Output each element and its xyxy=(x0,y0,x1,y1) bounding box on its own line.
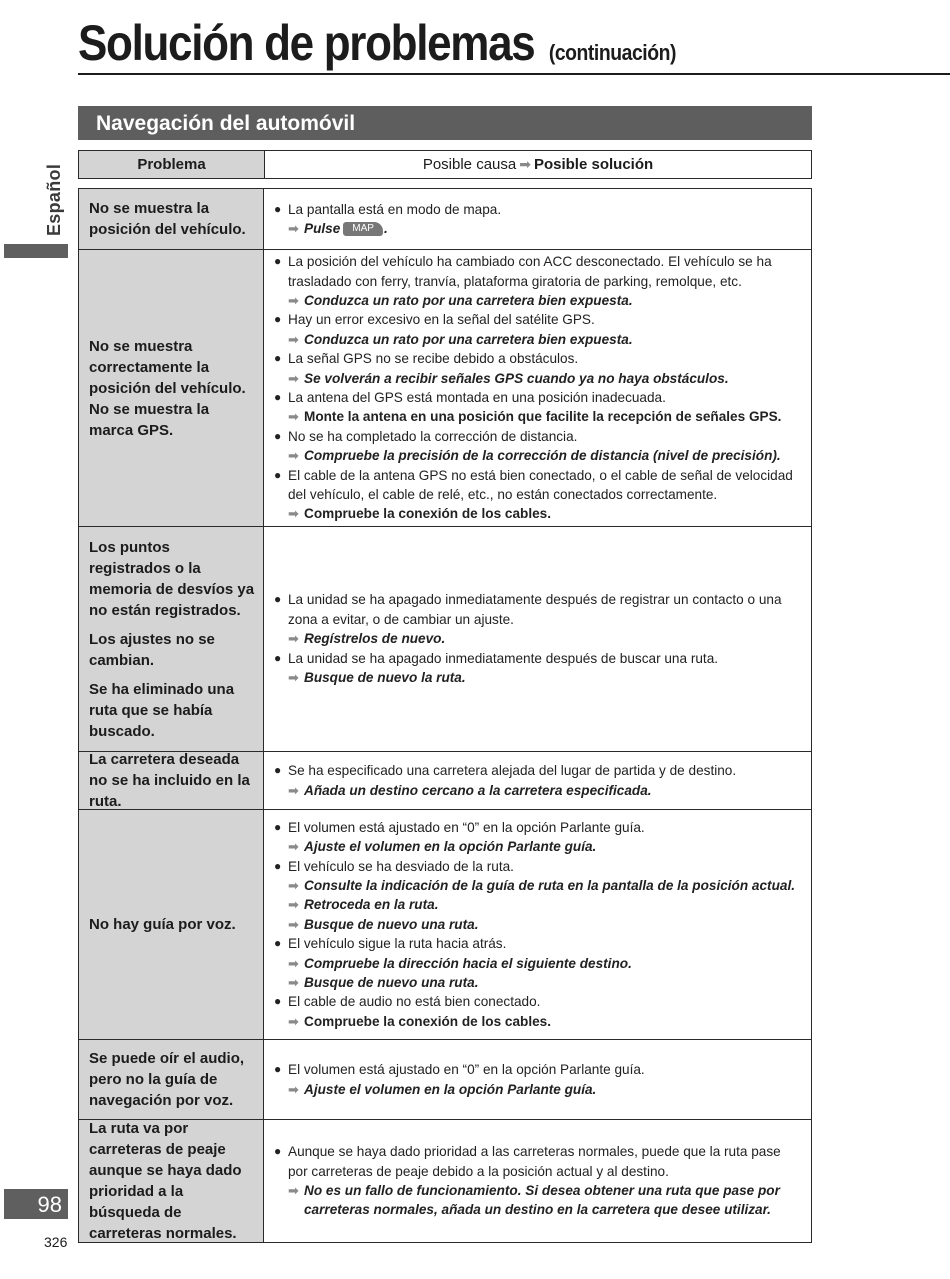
cause-text: El volumen está ajustado en “0” en la opción Parlante guía. xyxy=(288,1062,645,1078)
solution-line xyxy=(274,973,799,992)
solution-text: Consulte la indicación de la guía de ruta en la pantalla de la posición actual. xyxy=(304,877,796,893)
cause-text: La antena del GPS está montada en una posición inadecuada. xyxy=(288,390,666,405)
causes-cell xyxy=(264,527,811,751)
causes-cell xyxy=(264,250,811,526)
solution-line xyxy=(274,1012,799,1031)
bullet-icon: ● xyxy=(274,994,282,1009)
arrow-right-icon: ➡ xyxy=(288,448,299,464)
solution-line xyxy=(274,668,799,687)
bullet-icon: ● xyxy=(274,351,282,366)
solution-text: Busque de nuevo la ruta. xyxy=(304,670,466,686)
problem-column-header: Problema xyxy=(79,151,265,178)
solution-text: Monte la antena en una posición que facilite la recepción de señales GPS. xyxy=(304,409,782,425)
problem-text: No se muestra correctamente la posición del vehículo. No se muestra la marca GPS. xyxy=(89,337,246,439)
cause-label: Posible causa xyxy=(422,156,517,173)
cause-text: Hay un error excesivo en la señal del satélite GPS. xyxy=(288,312,595,328)
bullet-icon: ● xyxy=(274,819,282,834)
cause-text: El vehículo se ha desviado de la ruta. xyxy=(288,858,514,874)
cause-item xyxy=(274,200,799,219)
arrow-right-icon: ➡ xyxy=(288,877,299,893)
solution-label: Posible solución xyxy=(533,156,654,173)
cause-text: La señal GPS no se recibe debido a obstáculos. xyxy=(288,351,579,367)
solution-line xyxy=(274,629,799,648)
cause-text: El volumen está ajustado en “0” en la opción Parlante guía. xyxy=(288,819,645,835)
bullet-icon: ● xyxy=(274,592,282,607)
table-row xyxy=(79,809,811,1039)
problem-text: Los puntos registrados o la memoria de desvíos ya no están registrados. xyxy=(89,538,255,619)
problem-cell xyxy=(79,189,264,249)
arrow-right-icon: ➡ xyxy=(288,975,299,991)
arrow-right-icon: ➡ xyxy=(288,506,299,522)
cause-text: El cable de la antena GPS no está bien conectado, o el cable de señal de velocidad del vehículo, el cable de relé, etc., no están conectados correctamente. xyxy=(288,467,793,503)
cause-text: La posición del vehículo ha cambiado con ACC desconectado. El vehículo se ha trasladado con ferry, tranvía, plataforma giratoria de parking, remolque, etc. xyxy=(288,254,772,289)
arrow-right-icon: ➡ xyxy=(288,221,299,236)
arrow-right-icon: ➡ xyxy=(519,156,531,172)
table-row xyxy=(79,526,811,751)
solution-text: Pulse xyxy=(304,221,341,236)
cause-item xyxy=(274,1142,799,1181)
bullet-icon: ● xyxy=(274,1144,282,1159)
solution-line xyxy=(274,781,799,800)
cause-item xyxy=(274,818,799,837)
cause-item xyxy=(274,252,799,291)
solution-line xyxy=(274,330,799,349)
problem-text: La ruta va por carreteras de peaje aunque se haya dado prioridad a la búsqueda de carreteras normales. xyxy=(89,1120,242,1242)
problem-cell xyxy=(79,810,264,1039)
solution-line xyxy=(274,895,799,914)
causes-cell xyxy=(264,810,811,1039)
problem-cell xyxy=(79,1120,264,1242)
solution-line xyxy=(274,219,799,238)
table-row xyxy=(79,1119,811,1242)
solution-line xyxy=(274,504,799,523)
cause-text: El vehículo sigue la ruta hacia atrás. xyxy=(288,936,507,952)
arrow-right-icon: ➡ xyxy=(288,916,299,932)
bullet-icon: ● xyxy=(274,858,282,873)
arrow-right-icon: ➡ xyxy=(288,631,299,647)
arrow-right-icon: ➡ xyxy=(288,1081,299,1097)
page-number: 98 xyxy=(4,1189,68,1219)
cause-text: Aunque se haya dado prioridad a las carreteras normales, puede que la ruta pase por carreteras de peaje debido a la posición actual y al destino. xyxy=(288,1144,781,1179)
solution-line xyxy=(274,446,799,465)
solution-line xyxy=(274,291,799,310)
bullet-icon: ● xyxy=(274,390,282,404)
solution-text: Compruebe la conexión de los cables. xyxy=(304,1013,552,1029)
causes-cell xyxy=(264,752,811,809)
arrow-right-icon: ➡ xyxy=(288,1013,299,1029)
causes-cell xyxy=(264,1040,811,1119)
bullet-icon: ● xyxy=(274,650,282,665)
cause-item xyxy=(274,761,799,780)
solution-text: Busque de nuevo una ruta. xyxy=(304,975,479,991)
troubleshooting-table xyxy=(78,188,812,1243)
language-tab: Español xyxy=(44,163,64,236)
bullet-icon: ● xyxy=(274,254,282,269)
table-row xyxy=(79,189,811,249)
page-title-main: Solución de problemas xyxy=(78,15,535,71)
table-row xyxy=(79,751,811,809)
cause-text: No se ha completado la corrección de distancia. xyxy=(288,428,578,444)
solution-line xyxy=(274,1181,799,1220)
arrow-right-icon: ➡ xyxy=(288,839,299,855)
problem-text: Se ha eliminado una ruta que se había buscado. xyxy=(89,680,235,740)
problem-text: La carretera deseada no se ha incluido en la ruta. xyxy=(89,751,250,810)
period: . xyxy=(383,221,388,236)
page-sub-number: 326 xyxy=(44,1234,68,1250)
solution-text: Ajuste el volumen en la opción Parlante guía. xyxy=(304,1081,597,1097)
cause-solution-column-header xyxy=(265,151,811,178)
cause-text: El cable de audio no está bien conectado. xyxy=(288,994,541,1010)
cause-item xyxy=(274,310,799,329)
solution-line xyxy=(274,876,799,895)
solution-text: Compruebe la conexión de los cables. xyxy=(304,506,552,522)
arrow-right-icon: ➡ xyxy=(288,782,299,798)
solution-text: Conduzca un rato por una carretera bien expuesta. xyxy=(304,292,633,308)
cause-item xyxy=(274,388,799,407)
bullet-icon: ● xyxy=(274,428,282,443)
cause-item xyxy=(274,992,799,1011)
table-header xyxy=(78,150,812,179)
solution-line xyxy=(274,954,799,973)
solution-line xyxy=(274,837,799,856)
solution-text: Retroceda en la ruta. xyxy=(304,897,439,913)
problem-text: No hay guía por voz. xyxy=(89,916,236,933)
cause-item xyxy=(274,649,799,668)
bullet-icon: ● xyxy=(274,312,282,327)
problem-text: Se puede oír el audio, pero no la guía de navegación por voz. xyxy=(89,1050,245,1109)
solution-line xyxy=(274,369,799,388)
solution-text: Añada un destino cercano a la carretera especificada. xyxy=(304,782,652,798)
problem-cell xyxy=(79,527,264,751)
problem-cell xyxy=(79,250,264,526)
cause-item xyxy=(274,590,799,629)
solution-text: Ajuste el volumen en la opción Parlante guía. xyxy=(304,839,597,855)
problem-text: No se muestra la posición del vehículo. xyxy=(89,200,246,238)
arrow-right-icon: ➡ xyxy=(288,370,299,386)
cause-text: La unidad se ha apagado inmediatamente después de registrar un contacto o una zona a evitar, o de cambiar un ajuste. xyxy=(288,592,782,627)
bullet-icon: ● xyxy=(274,763,282,778)
arrow-right-icon: ➡ xyxy=(288,292,299,308)
solution-line xyxy=(274,915,799,934)
language-tab-bar xyxy=(4,244,68,258)
map-button-icon: MAP xyxy=(343,222,383,236)
solution-text: No es un fallo de funcionamiento. Si desea obtener una ruta que pase por carreteras normales, añada un destino en la carretera que desee utilizar. xyxy=(304,1183,780,1218)
solution-line xyxy=(274,407,799,426)
solution-text: Se volverán a recibir señales GPS cuando ya no haya obstáculos. xyxy=(304,370,729,386)
cause-text: La unidad se ha apagado inmediatamente después de buscar una ruta. xyxy=(288,650,719,666)
arrow-right-icon: ➡ xyxy=(288,1183,299,1198)
section-header: Navegación del automóvil xyxy=(78,106,812,140)
cause-text: Se ha especificado una carretera alejada del lugar de partida y de destino. xyxy=(288,763,737,779)
cause-item xyxy=(274,934,799,953)
arrow-right-icon: ➡ xyxy=(288,955,299,971)
causes-cell xyxy=(264,189,811,249)
solution-text: Compruebe la dirección hacia el siguiente destino. xyxy=(304,955,632,971)
arrow-right-icon: ➡ xyxy=(288,897,299,913)
cause-item xyxy=(274,1060,799,1079)
bullet-icon: ● xyxy=(274,201,282,216)
solution-text: Busque de nuevo una ruta. xyxy=(304,916,479,932)
title-divider xyxy=(78,73,950,75)
bullet-icon: ● xyxy=(274,1062,282,1077)
problem-cell xyxy=(79,752,264,809)
solution-text: Compruebe la precisión de la corrección de distancia (nivel de precisión). xyxy=(304,448,781,464)
solution-text: Regístrelos de nuevo. xyxy=(304,631,446,647)
table-row xyxy=(79,249,811,526)
problem-text: Los ajustes no se cambian. xyxy=(89,630,215,669)
cause-item xyxy=(274,349,799,368)
bullet-icon: ● xyxy=(274,467,282,482)
solution-line xyxy=(274,1080,799,1099)
bullet-icon: ● xyxy=(274,936,282,951)
arrow-right-icon: ➡ xyxy=(288,670,299,686)
cause-item xyxy=(274,466,799,505)
cause-item xyxy=(274,857,799,876)
problem-cell xyxy=(79,1040,264,1119)
cause-text: La pantalla está en modo de mapa. xyxy=(288,201,502,217)
page-title-suffix: (continuación) xyxy=(548,40,677,65)
arrow-right-icon: ➡ xyxy=(288,409,299,425)
arrow-right-icon: ➡ xyxy=(288,331,299,347)
cause-item xyxy=(274,427,799,446)
table-row xyxy=(79,1039,811,1119)
causes-cell xyxy=(264,1120,811,1242)
solution-text: Conduzca un rato por una carretera bien expuesta. xyxy=(304,331,633,347)
